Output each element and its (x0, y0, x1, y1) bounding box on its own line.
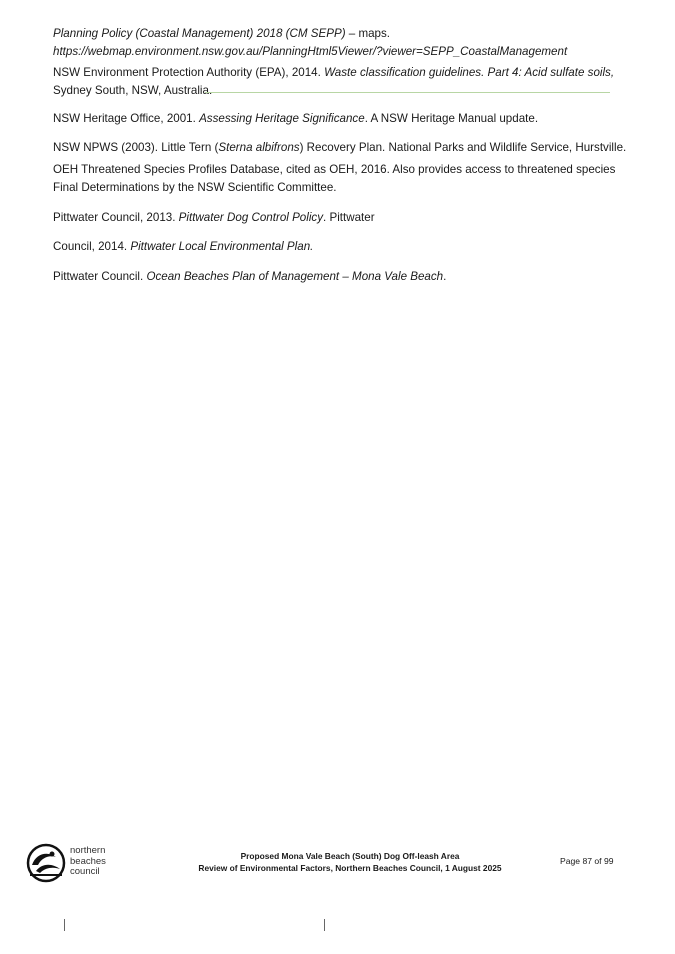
reference-cm-sepp: Planning Policy (Coastal Management) 2018 (CM SEPP) – maps. https://webmap.environment.nsw.gov.au/PlanningHtml5Viewer/?viewer=SEPP_CoastalManagement (53, 27, 568, 58)
page-number: Page 87 of 99 (560, 856, 614, 866)
footer-title: Proposed Mona Vale Beach (South) Dog Off-leash Area Review of Environmental Factors, Northern Beaches Council, 1 August 2025 (198, 851, 502, 873)
logo-wordmark: northern beaches council (70, 845, 106, 877)
reference-pittwater-lep: Council, 2014. Pittwater Local Environmental Plan. (53, 240, 314, 253)
council-logo-icon (26, 843, 66, 883)
reference-ocean-beaches: Pittwater Council. Ocean Beaches Plan of Management – Mona Vale Beach. (53, 270, 447, 283)
green-rule (205, 92, 610, 93)
margin-tick (324, 919, 325, 931)
reference-epa: NSW Environment Protection Authority (EPA), 2014. Waste classification guidelines. Part 4: Acid sulfate soils, Sydney South, NSW, Australia. (53, 66, 615, 97)
reference-heritage: NSW Heritage Office, 2001. Assessing Heritage Significance. A NSW Heritage Manual update. (53, 112, 539, 125)
margin-tick (64, 919, 65, 931)
reference-npws: NSW NPWS (2003). Little Tern (Sterna albifrons) Recovery Plan. National Parks and Wildlife Service, Hurstville. (53, 141, 627, 154)
cm-sepp-url: https://webmap.environment.nsw.gov.au/PlanningHtml5Viewer/?viewer=SEPP_CoastalManagement (53, 44, 568, 58)
reference-pittwater-dog: Pittwater Council, 2013. Pittwater Dog Control Policy. Pittwater (53, 211, 375, 224)
reference-oeh: OEH Threatened Species Profiles Database, cited as OEH, 2016. Also provides access to threatened species Final Determinations by the NSW Scientific Committee. (53, 163, 616, 194)
